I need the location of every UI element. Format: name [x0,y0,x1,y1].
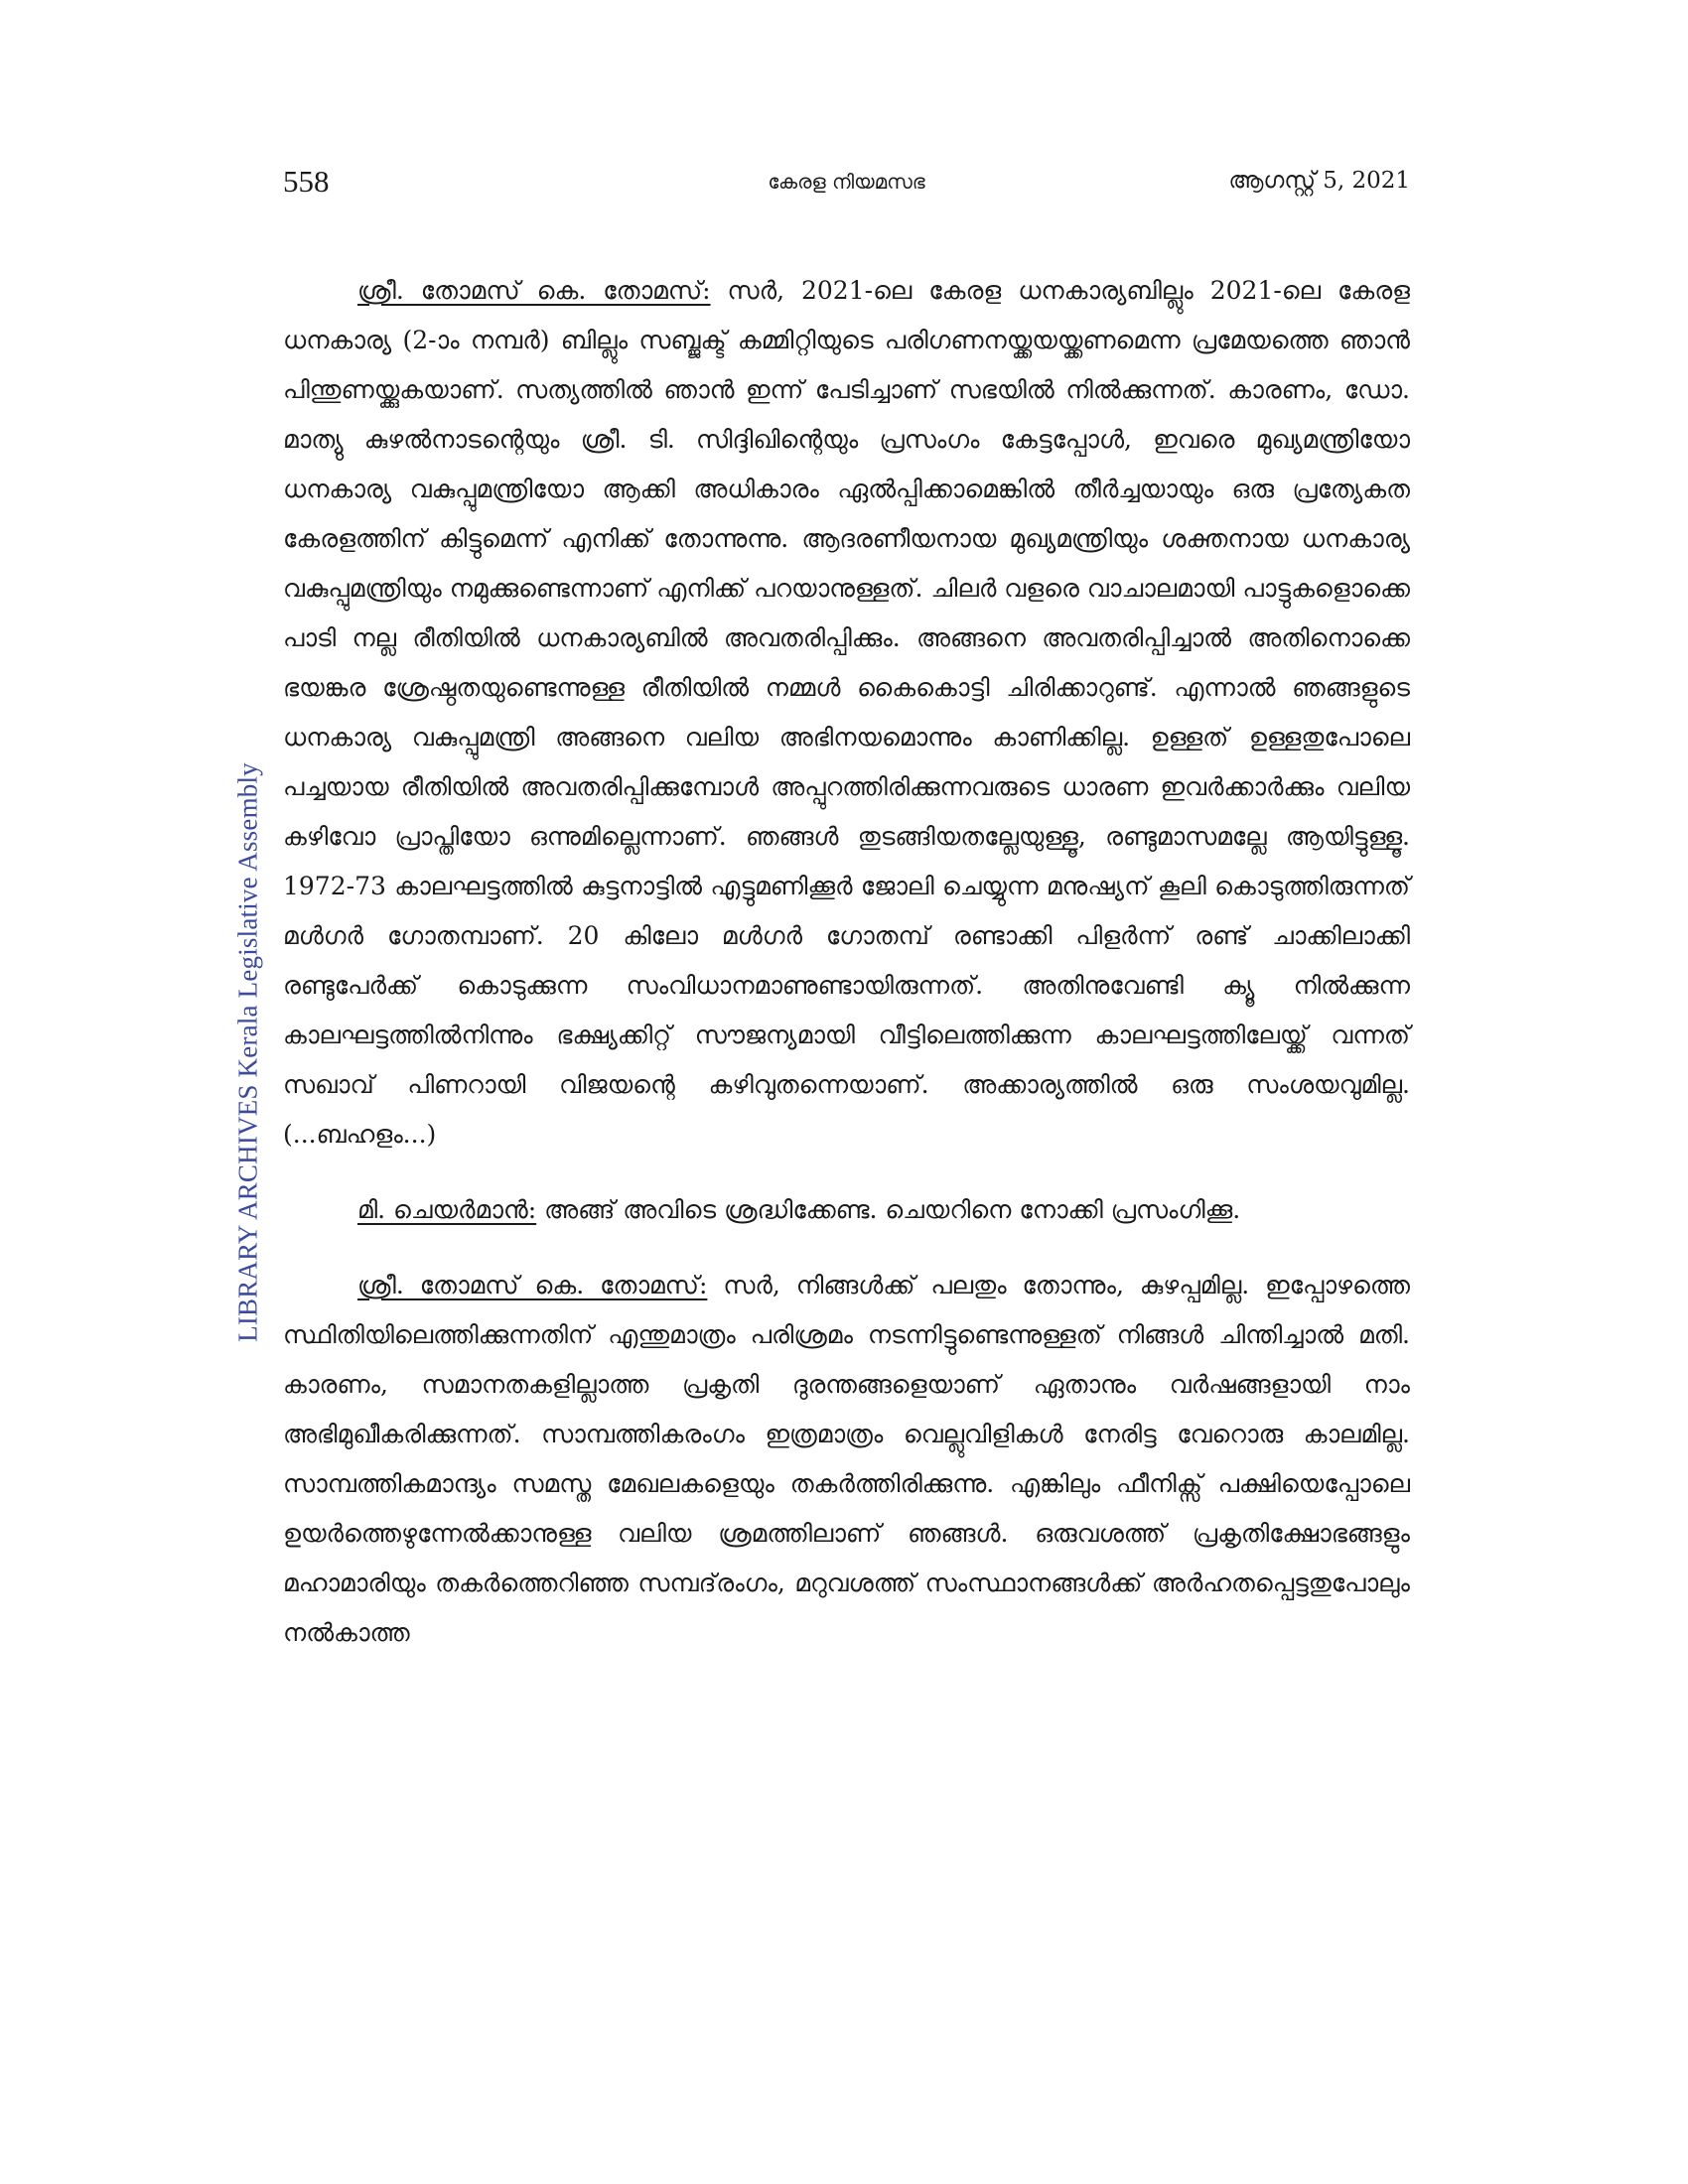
speaker-name: ശ്രീ. തോമസ് കെ. തോമസ്: [357,276,711,305]
running-title: കേരള നിയമസഭ [768,170,925,194]
speech-paragraph-3 [283,1261,1410,1658]
speaker-name: മി. ചെയർമാൻ: [357,1195,537,1224]
speech-text: അങ്ങ് അവിടെ ശ്രദ്ധിക്കേണ്ട. ചെയറിനെ നോക്കി പ്രസംഗിക്കൂ. [536,1195,1241,1224]
proceedings-text [283,266,1410,1658]
archive-watermark: LIBRARY ARCHIVES Kerala Legislative Assembly [232,762,263,1342]
page-header [283,164,1410,213]
speech-paragraph-1 [283,266,1410,1160]
speech-text: സർ, നിങ്ങൾക്ക് പലതും തോന്നും, കുഴപ്പമില്ല. ഇപ്പോഴത്തെ സ്ഥിതിയിലെത്തിക്കുന്നതിന് എന്തുമാത്രം പരിശ്രമം നടന്നിട്ടുണ്ടെന്നുള്ളത് നിങ്ങൾ ചിന്തിച്ചാൽ മതി. കാരണം, സമാനതകളില്ലാത്ത പ്രകൃതി ദുരന്തങ്ങളെയാണ് ഏതാനും വർഷങ്ങളായി നാം അഭിമുഖീകരിക്കുന്നത്. സാമ്പത്തികരംഗം ഇത്രമാത്രം വെല്ലുവിളികൾ നേരിട്ട വേറൊരു കാലമില്ല. സാമ്പത്തികമാന്ദ്യം സമസ്ത മേഖലകളെയും തകർത്തിരിക്കുന്നു. എങ്കിലും ഫീനിക്സ് പക്ഷിയെപ്പോലെ ഉയർത്തെഴുന്നേൽക്കാനുള്ള വലിയ ശ്രമത്തിലാണ് ഞങ്ങൾ. ഒരുവശത്ത് പ്രകൃതിക്ഷോഭങ്ങളും മഹാമാരിയും തകർത്തെറിഞ്ഞ സമ്പദ്‌രംഗം, മറുവശത്ത് സംസ്ഥാനങ്ങൾക്ക് അർഹതപ്പെട്ടതുപോലും നൽകാത്ത [283,1271,1410,1647]
speech-text: സർ, 2021-ലെ കേരള ധനകാര്യബില്ലും 2021-ലെ കേരള ധനകാര്യ (2-ാം നമ്പർ) ബില്ലും സബ്ജക്ട് കമ്മിറ്റിയുടെ പരിഗണനയ്ക്കയയ്ക്കണമെന്ന പ്രമേയത്തെ ഞാൻ പിന്തുണയ്ക്കുകയാണ്. സത്യത്തിൽ ഞാൻ ഇന്ന് പേടിച്ചാണ് സഭയിൽ നിൽക്കുന്നത്. കാരണം, ഡോ. മാത്യു കുഴൽനാടന്റെയും ശ്രീ. ടി. സിദ്ദിഖിന്റെയും പ്രസംഗം കേട്ടപ്പോൾ, ഇവരെ മുഖ്യമന്ത്രിയോ ധനകാര്യ വകുപ്പുമന്ത്രിയോ ആക്കി അധികാരം ഏൽപ്പിക്കാമെങ്കിൽ തീർച്ചയായും ഒരു പ്രത്യേകത കേരളത്തിന് കിട്ടുമെന്ന് എനിക്ക് തോന്നുന്നു. ആദരണീയനായ മുഖ്യമന്ത്രിയും ശക്തനായ ധനകാര്യ വകുപ്പുമന്ത്രിയും നമുക്കുണ്ടെന്നാണ് എനിക്ക് പറയാനുള്ളത്. ചിലർ വളരെ വാചാലമായി പാട്ടുകളൊക്കെ പാടി നല്ല രീതിയിൽ ധനകാര്യബിൽ അവതരിപ്പിക്കും. അങ്ങനെ അവതരിപ്പിച്ചാൽ അതിനൊക്കെ ഭയങ്കര ശ്രേഷ്ഠതയുണ്ടെന്നുള്ള രീതിയിൽ നമ്മൾ കൈകൊട്ടി ചിരിക്കാറുണ്ട്. എന്നാൽ ഞങ്ങളുടെ ധനകാര്യ വകുപ്പുമന്ത്രി അങ്ങനെ വലിയ അഭിനയമൊന്നും കാണിക്കില്ല. ഉള്ളത് ഉള്ളതുപോലെ പച്ചയായ രീതിയിൽ അവതരിപ്പിക്കുമ്പോൾ അപ്പുറത്തിരിക്കുന്നവരുടെ ധാരണ ഇവർക്കാർക്കും വലിയ കഴിവോ പ്രാപ്തിയോ ഒന്നുമില്ലെന്നാണ്. ഞങ്ങൾ തുടങ്ങിയതല്ലേയുള്ളൂ, രണ്ടുമാസമല്ലേ ആയിട്ടുള്ളൂ. 1972-73 കാലഘട്ടത്തിൽ കുട്ടനാട്ടിൽ എട്ടുമണിക്കൂർ ജോലി ചെയ്യുന്ന മനുഷ്യന് കൂലി കൊടുത്തിരുന്നത് മൾഗർ ഗോതമ്പാണ്. 20 കിലോ മൾഗർ ഗോതമ്പ് രണ്ടാക്കി പിളർന്ന് രണ്ട് ചാക്കിലാക്കി രണ്ടുപേർക്ക് കൊടുക്കുന്ന സംവിധാനമാണുണ്ടായിരുന്നത്. അതിനുവേണ്ടി ക്യൂ നിൽക്കുന്ന കാലഘട്ടത്തിൽനിന്നും ഭക്ഷ്യക്കിറ്റ് സൗജന്യമായി വീട്ടിലെത്തിക്കുന്ന കാലഘട്ടത്തിലേയ്ക്ക് വന്നത് സഖാവ് പിണറായി വിജയന്റെ കഴിവുതന്നെയാണ്. അക്കാര്യത്തിൽ ഒരു സംശയവുമില്ല. (...ബഹളം...) [283,276,1410,1149]
page-number: 558 [283,164,330,199]
speech-paragraph-2 [283,1185,1410,1235]
speaker-name: ശ്രീ. തോമസ് കെ. തോമസ്: [357,1271,708,1299]
header-date: ആഗസ്റ്റ് 5, 2021 [1228,168,1410,194]
